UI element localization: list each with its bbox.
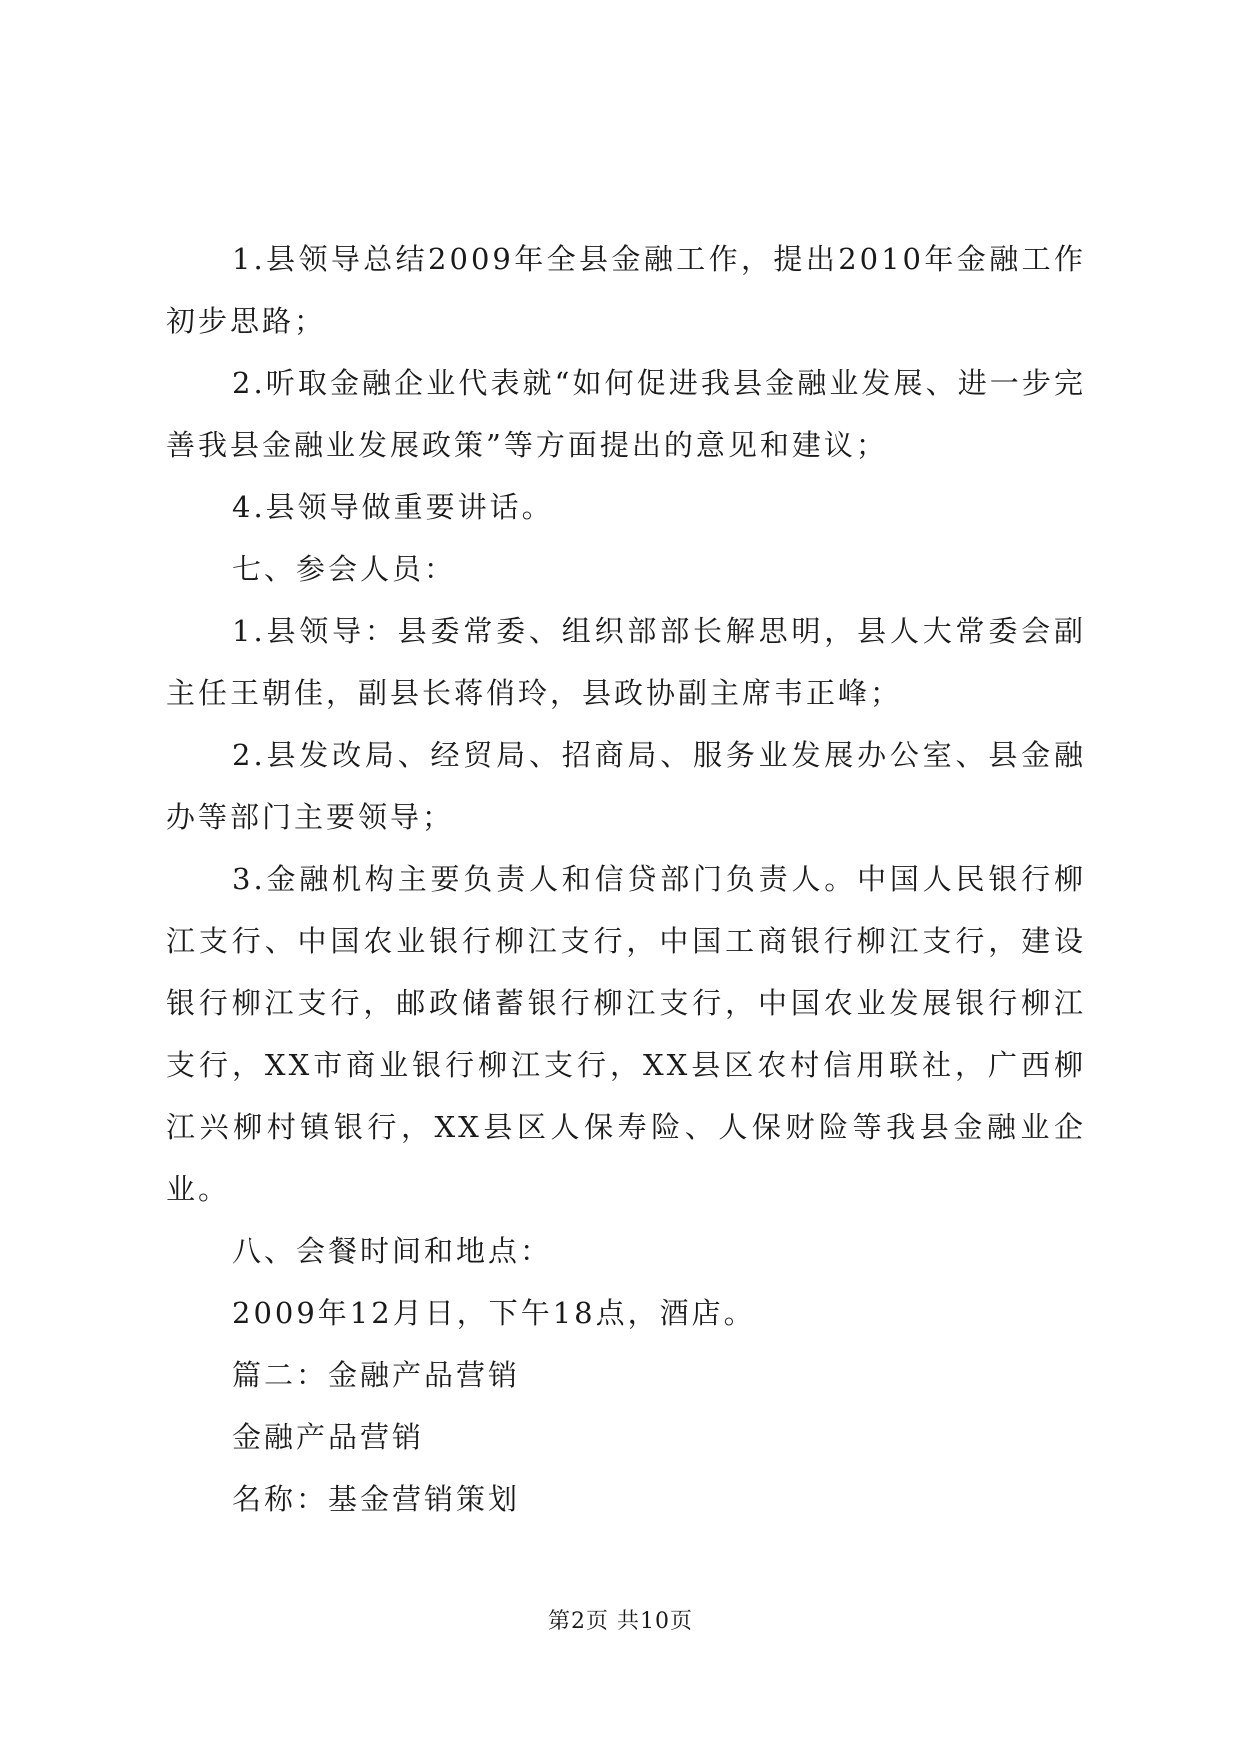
- plan-name: 名称：基金营销策划: [232, 1482, 521, 1516]
- attendee-item-1: 1.县领导：县委常委、组织部部长解思明，县人大常委会副主任王朝佳，副县长蒋俏玲，县政协副主席韦正峰；: [166, 614, 1086, 710]
- paragraph-item-4: 4.县领导做重要讲话。: [232, 490, 554, 524]
- dinner-time-place: 2009年12月日，下午18点，酒店。: [232, 1296, 756, 1330]
- attendee-item-2: 2.县发改局、经贸局、招商局、服务业发展办公室、县金融办等部门主要领导；: [166, 738, 1086, 834]
- paragraph-item-1: 1.县领导总结2009年全县金融工作，提出2010年金融工作初步思路；: [166, 242, 1086, 338]
- page-number-footer: 第2页 共10页: [548, 1609, 693, 1634]
- document-body: [166, 228, 1086, 1530]
- chapter-heading: 篇二：金融产品营销: [232, 1358, 521, 1392]
- section-heading-attendees: 七、参会人员：: [232, 552, 457, 586]
- chapter-title: 金融产品营销: [232, 1420, 425, 1454]
- paragraph-item-2: 2.听取金融企业代表就“如何促进我县金融业发展、进一步完善我县金融业发展政策”等方面提出的意见和建议；: [166, 366, 1086, 462]
- section-heading-dinner: 八、会餐时间和地点：: [232, 1234, 553, 1268]
- attendee-item-3: 3.金融机构主要负责人和信贷部门负责人。中国人民银行柳江支行、中国农业银行柳江支行，中国工商银行柳江支行，建设银行柳江支行，邮政储蓄银行柳江支行，中国农业发展银行柳江支行，XX市商业银行柳江支行，XX县区农村信用联社，广西柳江兴柳村镇银行，XX县区人保寿险、人保财险等我县金融业企业。: [166, 862, 1086, 1206]
